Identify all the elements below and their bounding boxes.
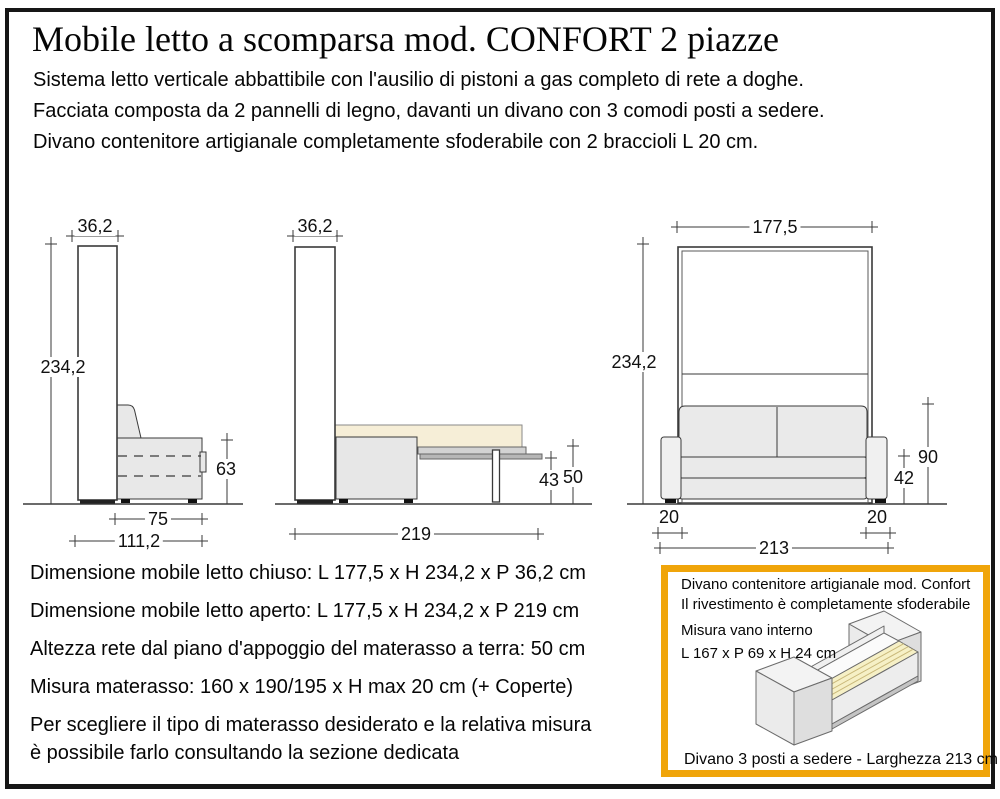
- dim-closed-total-depth: 111,2: [115, 531, 163, 551]
- drawing-open-side-view: [275, 230, 592, 540]
- drawing-closed-side-view: [23, 230, 243, 547]
- dim-front-armrest-left: 20: [656, 507, 682, 527]
- dim-front-armrest-right: 20: [864, 507, 890, 527]
- spec-line-net-height: Altezza rete dal piano d'appoggio del materasso a terra: 50 cm: [30, 638, 586, 660]
- spec-line-note-1: Per scegliere il tipo di materasso desiderato e la relativa misura: [30, 714, 592, 736]
- description-line-1: Sistema letto verticale abbattibile con l'ausilio di pistoni a gas completo di rete a doghe.: [33, 69, 804, 91]
- spec-line-closed: Dimensione mobile letto chiuso: L 177,5 x H 234,2 x P 36,2 cm: [30, 562, 586, 584]
- dim-open-panel-width: 36,2: [294, 216, 335, 236]
- sofa-box-line-2: Il rivestimento è completamente sfoderabile: [681, 596, 971, 613]
- dim-closed-panel-width: 36,2: [74, 216, 115, 236]
- spec-line-open: Dimensione mobile letto aperto: L 177,5 x H 234,2 x P 219 cm: [30, 600, 580, 622]
- dim-open-net-height: 50: [560, 467, 586, 487]
- dim-closed-sofa-depth: 75: [145, 509, 171, 529]
- description-line-3: Divano contenitore artigianale completamente sfoderabile con 2 braccioli L 20 cm.: [33, 131, 759, 153]
- dim-closed-height: 234,2: [37, 357, 88, 377]
- dim-front-sofa-back-height: 90: [915, 447, 941, 467]
- dim-open-total-depth: 219: [398, 524, 434, 544]
- sofa-box-vano-value: L 167 x P 69 x H 24 cm: [681, 645, 837, 662]
- dim-front-seat-height: 42: [891, 468, 917, 488]
- sofa-box-line-1: Divano contenitore artigianale mod. Confort: [681, 576, 971, 593]
- sofa-box-footer: Divano 3 posti a sedere - Larghezza 213 cm: [684, 751, 998, 768]
- sofa-box-vano-label: Misura vano interno: [681, 622, 813, 639]
- dim-front-width: 177,5: [749, 217, 800, 237]
- dim-front-sofa-width: 213: [756, 538, 792, 558]
- spec-line-mattress: Misura materasso: 160 x 190/195 x H max 20 cm (+ Coperte): [30, 676, 574, 698]
- drawing-front-view: [627, 221, 947, 554]
- page-title: Mobile letto a scomparsa mod. CONFORT 2 piazze: [32, 19, 780, 59]
- spec-line-note-2: è possibile farlo consultando la sezione dedicata: [30, 742, 460, 764]
- description-line-2: Facciata composta da 2 pannelli di legno, davanti un divano con 3 comodi posti a sedere.: [33, 100, 825, 122]
- dim-open-frame-height: 43: [536, 470, 562, 490]
- dim-closed-sofa-height: 63: [213, 459, 239, 479]
- dim-front-height: 234,2: [608, 352, 659, 372]
